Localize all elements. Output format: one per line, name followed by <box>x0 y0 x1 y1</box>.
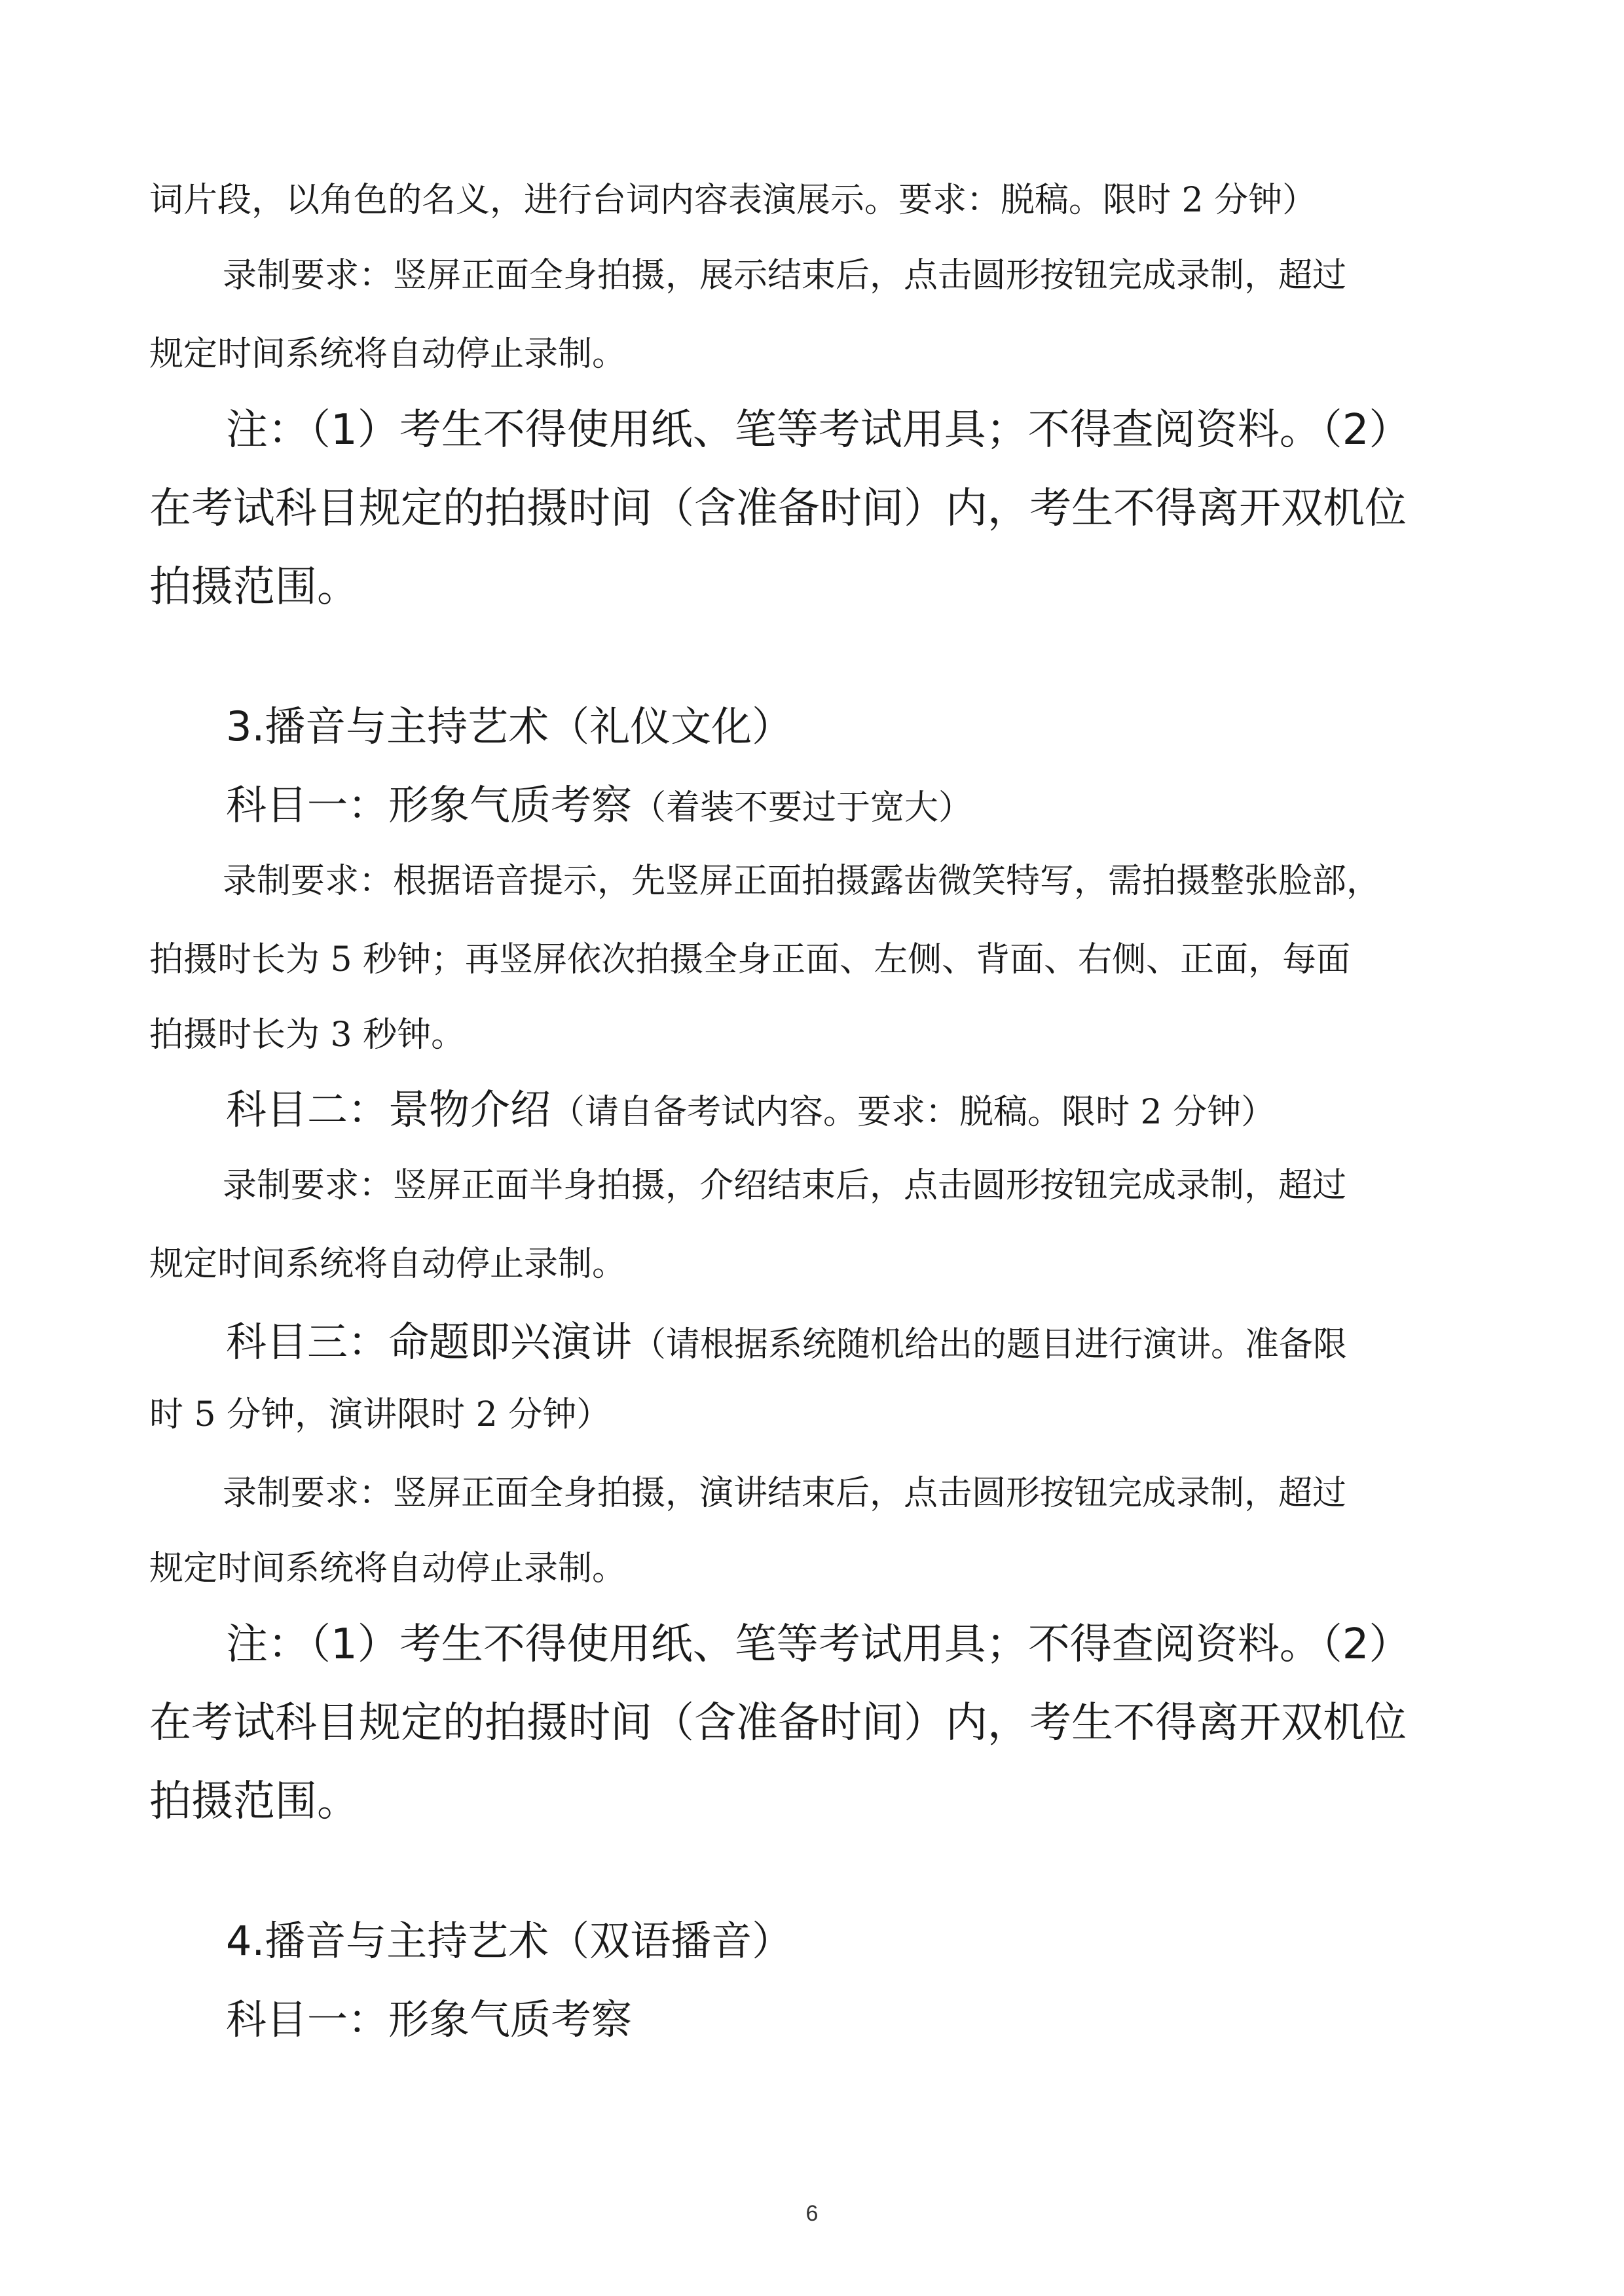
subject-title: 科目一：形象气质考察 <box>226 781 633 829</box>
paragraph-line: 拍摄时长为 3 秒钟。 <box>149 1015 466 1055</box>
subject-heading <box>226 1084 1275 1139</box>
note-line: 在考试科目规定的拍摄时间（含准备时间）内，考生不得离开双机位 <box>149 484 1407 533</box>
recording-requirement-line: 录制要求：竖屏正面半身拍摄，介绍结束后，点击圆形按钮完成录制，超过 <box>223 1166 1347 1205</box>
recording-requirement-line: 录制要求：根据语音提示，先竖屏正面拍摄露齿微笑特写，需拍摄整张脸部， <box>223 862 1381 901</box>
paragraph-line: 词片段，以角色的名义，进行台词内容表演展示。要求：脱稿。限时 2 分钟） <box>149 181 1317 220</box>
paragraph-line: 规定时间系统将自动停止录制。 <box>149 1549 627 1588</box>
section-heading-3: 3.播音与主持艺术（礼仪文化） <box>226 702 793 750</box>
section-heading-4: 4.播音与主持艺术（双语播音） <box>226 1917 793 1965</box>
note-line: 注：（1）考生不得使用纸、笔等考试用具；不得查阅资料。（2） <box>226 1620 1411 1669</box>
paragraph-line: 规定时间系统将自动停止录制。 <box>149 1245 627 1284</box>
note-line: 在考试科目规定的拍摄时间（含准备时间）内，考生不得离开双机位 <box>149 1699 1407 1747</box>
subject-note: （着装不要过于宽大） <box>632 788 973 828</box>
subject-heading <box>226 1316 1347 1371</box>
subject-note: （请自备考试内容。要求：脱稿。限时 2 分钟） <box>551 1093 1276 1132</box>
note-line: 拍摄范围。 <box>149 563 359 611</box>
subject-title: 科目二：景物介绍 <box>226 1085 551 1133</box>
subject-heading <box>226 779 972 834</box>
subject-note: （请根据系统随机给出的题目进行演讲。准备限 <box>632 1325 1348 1364</box>
subject-title: 科目三：命题即兴演讲 <box>226 1318 633 1366</box>
recording-requirement-line: 录制要求：竖屏正面全身拍摄，演讲结束后，点击圆形按钮完成录制，超过 <box>223 1474 1347 1513</box>
paragraph-line: 规定时间系统将自动停止录制。 <box>149 335 627 374</box>
recording-requirement-line: 录制要求：竖屏正面全身拍摄，展示结束后，点击圆形按钮完成录制，超过 <box>223 256 1347 295</box>
paragraph-line: 时 5 分钟，演讲限时 2 分钟） <box>149 1395 611 1434</box>
paragraph-line: 拍摄时长为 5 秒钟；再竖屏依次拍摄全身正面、左侧、背面、右侧、正面，每面 <box>149 940 1351 979</box>
subject-heading: 科目一：形象气质考察 <box>226 1995 633 2043</box>
note-line: 注：（1）考生不得使用纸、笔等考试用具；不得查阅资料。（2） <box>226 406 1411 454</box>
note-line: 拍摄范围。 <box>149 1777 359 1826</box>
page-number: 6 <box>805 2201 819 2226</box>
